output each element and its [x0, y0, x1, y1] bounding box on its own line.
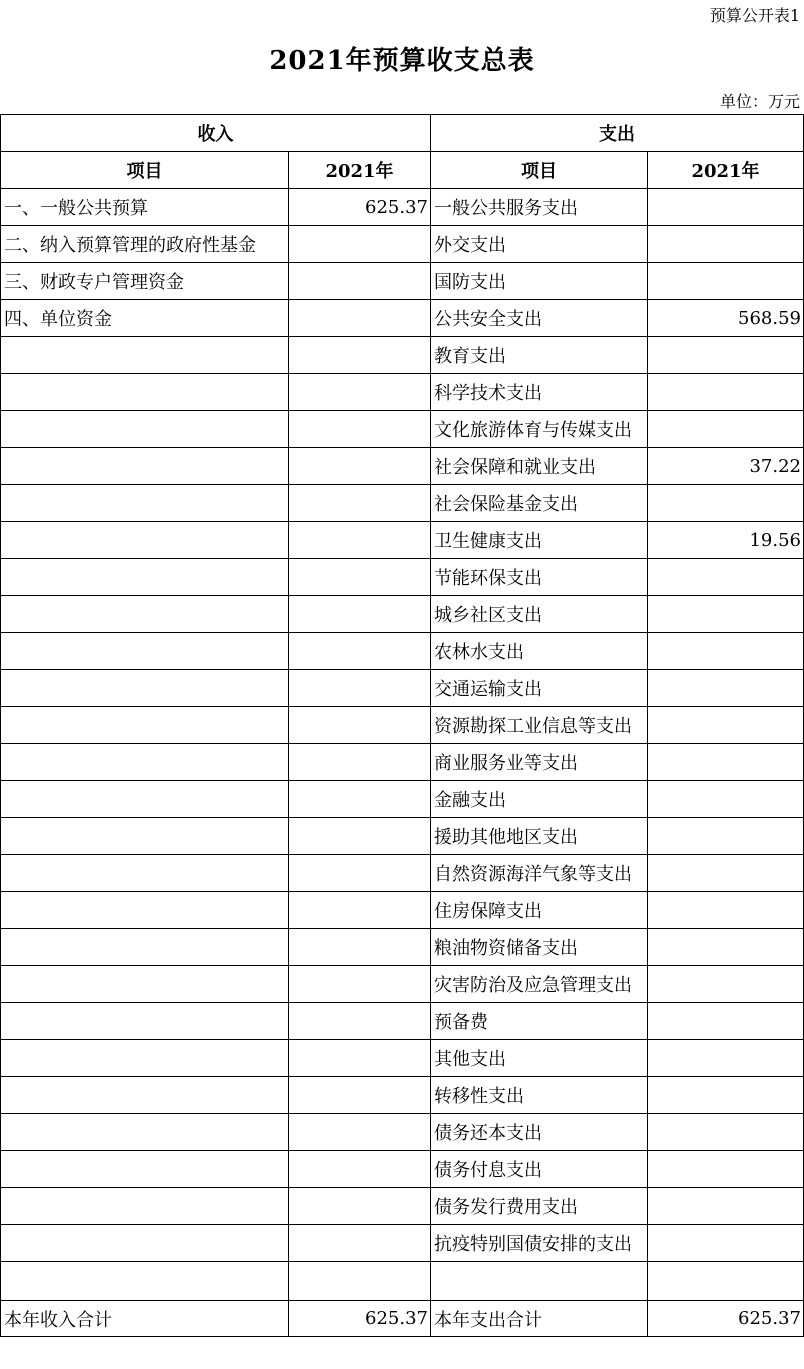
expense-item: 城乡社区支出: [431, 596, 648, 633]
table-number: 预算公开表1: [709, 6, 800, 25]
expense-value: [648, 1077, 804, 1114]
income-item: [1, 744, 289, 781]
income-value: [289, 966, 431, 1003]
income-value: [289, 1151, 431, 1188]
table-row: [1, 337, 804, 374]
expense-value: [648, 707, 804, 744]
income-item: [1, 1188, 289, 1225]
expense-item: 债务发行费用支出: [431, 1188, 648, 1225]
income-total-value: 625.37: [289, 1301, 431, 1337]
blank-cell: [1, 1262, 289, 1301]
expense-value: [648, 596, 804, 633]
expense-value: [648, 818, 804, 855]
table-row: [1, 818, 804, 855]
expense-value: [648, 337, 804, 374]
income-item: [1, 966, 289, 1003]
expense-item: 粮油物资储备支出: [431, 929, 648, 966]
expense-total-value: 625.37: [648, 1301, 804, 1337]
expense-item: 一般公共服务支出: [431, 189, 648, 226]
expense-item: 节能环保支出: [431, 559, 648, 596]
table-row: [1, 855, 804, 892]
income-item: [1, 411, 289, 448]
section-header-row: [1, 115, 804, 152]
expense-value: [648, 892, 804, 929]
expense-item: 科学技术支出: [431, 374, 648, 411]
expense-item: 农林水支出: [431, 633, 648, 670]
income-value: [289, 448, 431, 485]
expense-value: [648, 189, 804, 226]
income-value: [289, 226, 431, 263]
expense-heading: 支出: [431, 115, 804, 152]
expense-item: 其他支出: [431, 1040, 648, 1077]
income-item: [1, 633, 289, 670]
income-value: [289, 337, 431, 374]
blank-cell: [431, 1262, 648, 1301]
expense-value: [648, 1188, 804, 1225]
expense-item: 资源勘探工业信息等支出: [431, 707, 648, 744]
income-value: [289, 855, 431, 892]
expense-item: 教育支出: [431, 337, 648, 374]
table-row: [1, 1188, 804, 1225]
expense-value: [648, 633, 804, 670]
expense-total-label: 本年支出合计: [431, 1301, 648, 1337]
income-item: 一、一般公共预算: [1, 189, 289, 226]
income-item: [1, 1114, 289, 1151]
income-value: [289, 670, 431, 707]
expense-year-header: 2021年: [648, 152, 804, 189]
expense-value: [648, 670, 804, 707]
table-row: [1, 300, 804, 337]
table-row: [1, 1225, 804, 1262]
expense-value: [648, 1114, 804, 1151]
table-row: [1, 263, 804, 300]
expense-item: 卫生健康支出: [431, 522, 648, 559]
income-value: [289, 1003, 431, 1040]
table-row: [1, 781, 804, 818]
expense-item: 抗疫特别国债安排的支出: [431, 1225, 648, 1262]
table-row: [1, 448, 804, 485]
income-value: [289, 374, 431, 411]
expense-item: 社会保障和就业支出: [431, 448, 648, 485]
expense-value: [648, 744, 804, 781]
table-row: [1, 522, 804, 559]
income-value: [289, 929, 431, 966]
expense-item: 外交支出: [431, 226, 648, 263]
income-item: [1, 707, 289, 744]
table-row: [1, 1003, 804, 1040]
table-row: [1, 1077, 804, 1114]
income-year-header: 2021年: [289, 152, 431, 189]
income-item: [1, 522, 289, 559]
expense-value: [648, 226, 804, 263]
table-row: [1, 1151, 804, 1188]
blank-row: [1, 1262, 804, 1301]
income-value: [289, 818, 431, 855]
expense-item: 灾害防治及应急管理支出: [431, 966, 648, 1003]
income-value: [289, 781, 431, 818]
table-row: [1, 1114, 804, 1151]
income-item: [1, 485, 289, 522]
income-value: [289, 300, 431, 337]
expense-item: 债务还本支出: [431, 1114, 648, 1151]
income-item: [1, 559, 289, 596]
expense-value: [648, 855, 804, 892]
expense-item: 住房保障支出: [431, 892, 648, 929]
income-item: 三、财政专户管理资金: [1, 263, 289, 300]
unit-label: 单位：万元: [719, 92, 800, 111]
expense-item: 商业服务业等支出: [431, 744, 648, 781]
table-row: [1, 633, 804, 670]
table-row: [1, 1040, 804, 1077]
income-value: [289, 633, 431, 670]
income-item: [1, 448, 289, 485]
table-row: [1, 707, 804, 744]
expense-value: [648, 1225, 804, 1262]
column-header-row: [1, 152, 804, 189]
income-value: [289, 1188, 431, 1225]
expense-item: 交通运输支出: [431, 670, 648, 707]
blank-cell: [289, 1262, 431, 1301]
income-value: [289, 1077, 431, 1114]
expense-item: 预备费: [431, 1003, 648, 1040]
income-total-label: 本年收入合计: [1, 1301, 289, 1337]
income-item: 二、纳入预算管理的政府性基金: [1, 226, 289, 263]
total-row: [1, 1301, 804, 1337]
expense-value: [648, 485, 804, 522]
expense-item: 金融支出: [431, 781, 648, 818]
expense-value: 37.22: [648, 448, 804, 485]
income-value: [289, 485, 431, 522]
blank-cell: [648, 1262, 804, 1301]
income-heading: 收入: [1, 115, 431, 152]
income-value: [289, 596, 431, 633]
expense-value: [648, 966, 804, 1003]
income-value: [289, 559, 431, 596]
expense-value: [648, 1040, 804, 1077]
expense-value: [648, 559, 804, 596]
expense-item: 援助其他地区支出: [431, 818, 648, 855]
table-row: [1, 485, 804, 522]
table-row: [1, 189, 804, 226]
expense-item: 国防支出: [431, 263, 648, 300]
expense-value: [648, 263, 804, 300]
expense-item: 转移性支出: [431, 1077, 648, 1114]
income-item: 四、单位资金: [1, 300, 289, 337]
page-title: 2021年预算收支总表: [269, 46, 535, 76]
income-value: [289, 1040, 431, 1077]
expense-value: [648, 411, 804, 448]
expense-value: [648, 929, 804, 966]
expense-value: [648, 374, 804, 411]
income-item: [1, 337, 289, 374]
table-row: [1, 411, 804, 448]
expense-item: 自然资源海洋气象等支出: [431, 855, 648, 892]
table-row: [1, 559, 804, 596]
income-value: [289, 1225, 431, 1262]
budget-table: [0, 114, 804, 1337]
expense-value: [648, 1003, 804, 1040]
income-value: [289, 892, 431, 929]
income-item: [1, 892, 289, 929]
expense-value: [648, 1151, 804, 1188]
income-item: [1, 1077, 289, 1114]
income-item: [1, 818, 289, 855]
table-row: [1, 929, 804, 966]
income-item: [1, 1040, 289, 1077]
income-item: [1, 374, 289, 411]
expense-value: [648, 781, 804, 818]
budget-rows: [1, 189, 804, 1337]
income-value: 625.37: [289, 189, 431, 226]
income-item: [1, 1225, 289, 1262]
expense-item-header: 项目: [431, 152, 648, 189]
income-value: [289, 1114, 431, 1151]
income-item: [1, 1151, 289, 1188]
table-row: [1, 744, 804, 781]
table-row: [1, 966, 804, 1003]
income-item-header: 项目: [1, 152, 289, 189]
income-item: [1, 670, 289, 707]
expense-item: 公共安全支出: [431, 300, 648, 337]
income-item: [1, 596, 289, 633]
income-value: [289, 411, 431, 448]
table-row: [1, 892, 804, 929]
expense-item: 社会保险基金支出: [431, 485, 648, 522]
income-item: [1, 781, 289, 818]
income-value: [289, 522, 431, 559]
expense-value: 568.59: [648, 300, 804, 337]
income-item: [1, 1003, 289, 1040]
table-row: [1, 596, 804, 633]
income-item: [1, 929, 289, 966]
table-row: [1, 670, 804, 707]
expense-item: 文化旅游体育与传媒支出: [431, 411, 648, 448]
income-value: [289, 263, 431, 300]
income-item: [1, 855, 289, 892]
income-value: [289, 744, 431, 781]
expense-value: 19.56: [648, 522, 804, 559]
income-value: [289, 707, 431, 744]
expense-item: 债务付息支出: [431, 1151, 648, 1188]
table-row: [1, 374, 804, 411]
table-row: [1, 226, 804, 263]
